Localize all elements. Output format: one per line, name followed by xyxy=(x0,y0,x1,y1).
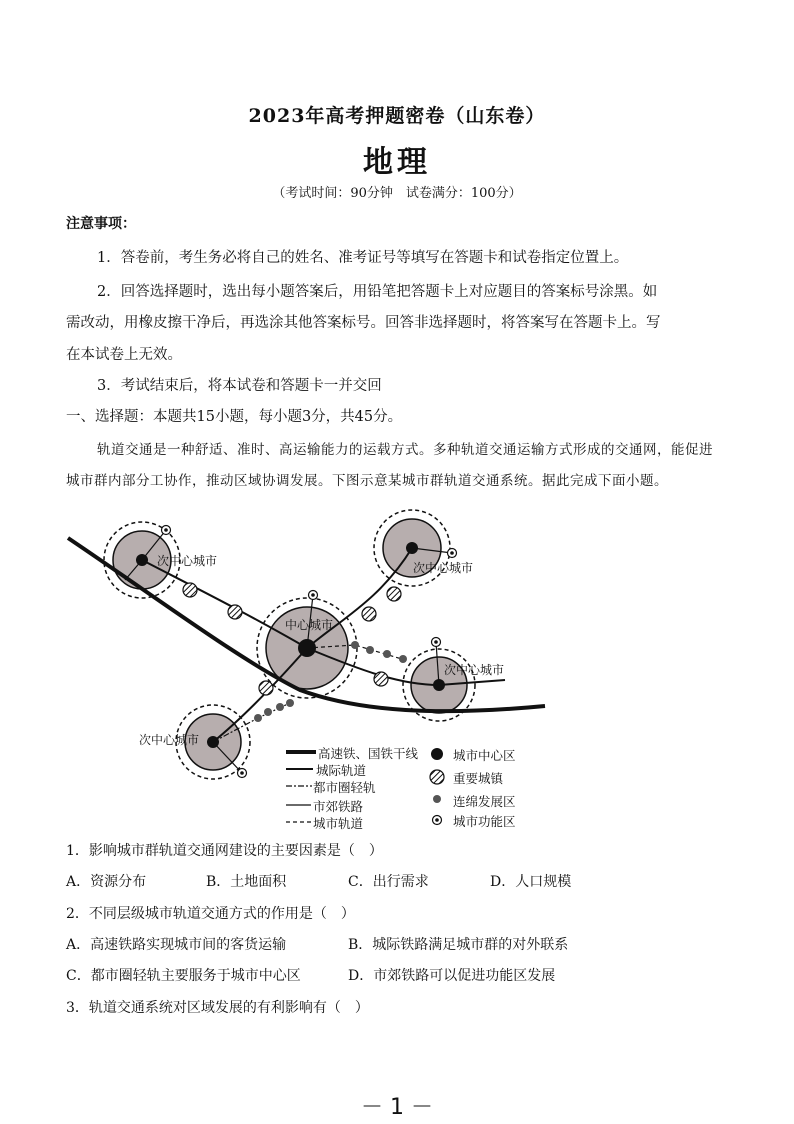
notice-heading: 注意事项： xyxy=(66,216,136,232)
important-town xyxy=(387,587,401,601)
legend-label-city-center: 城市中心区 xyxy=(453,748,516,763)
question-2-option-c: C．都市圈轻轨主要服务于城市中心区 xyxy=(66,968,301,984)
intro-line-2: 城市群内部分工协作，推动区域协调发展。下图示意某城市群轨道交通系统。据此完成下面小题。 xyxy=(66,473,668,489)
legend-symbol-function-area xyxy=(433,816,442,825)
contiguous-area-dot xyxy=(286,699,294,707)
contiguous-area-dot xyxy=(276,703,284,711)
function-area-marker xyxy=(309,591,318,600)
city-center-dot xyxy=(136,554,148,566)
legend-label-function-area: 城市功能区 xyxy=(453,814,516,829)
notice-item-2-line-2: 需改动，用橡皮擦干净后，再选涂其他答案标号。回答非选择题时，将答案写在答题卡上。写 xyxy=(66,315,661,331)
legend-symbol-city-center xyxy=(431,748,443,760)
notice-item-3: 3．考试结束后，将本试卷和答题卡一并交回 xyxy=(97,378,382,394)
label-sub-city-e: 次中心城市 xyxy=(444,663,505,677)
question-1-option-c: C．出行需求 xyxy=(348,874,429,890)
city-center-dot xyxy=(207,736,219,748)
important-town xyxy=(374,672,388,686)
city-center-dot xyxy=(406,542,418,554)
legend-symbol-contiguous xyxy=(433,795,441,803)
contiguous-area-dot xyxy=(351,641,359,649)
question-2-stem: 2．不同层级城市轨道交通方式的作用是（ ） xyxy=(66,906,355,922)
question-1-option-b: B．土地面积 xyxy=(206,874,287,890)
question-1-option-d: D．人口规模 xyxy=(490,874,572,890)
legend-label-contiguous: 连绵发展区 xyxy=(453,794,516,809)
contiguous-area-dot xyxy=(383,650,391,658)
exam-meta: （考试时间：90分钟 试卷满分：100分） xyxy=(272,186,522,201)
notice-item-2-line-3: 在本试卷上无效。 xyxy=(66,347,182,363)
city-center-dot xyxy=(298,639,316,657)
legend-label-suburban: 市郊铁路 xyxy=(313,799,364,814)
function-area-marker xyxy=(432,638,441,647)
function-area-marker xyxy=(162,526,171,535)
question-2-option-b: B．城际铁路满足城市群的对外联系 xyxy=(348,937,569,953)
label-sub-city-ne: 次中心城市 xyxy=(413,561,474,575)
label-sub-city-sw: 次中心城市 xyxy=(139,733,200,747)
city-center-dot xyxy=(433,679,445,691)
legend-symbol-important-town xyxy=(430,770,444,784)
notice-item-1: 1．答卷前，考生务必将自己的姓名、准考证号等填写在答题卡和试卷指定位置上。 xyxy=(97,250,629,266)
important-town xyxy=(228,605,242,619)
important-town xyxy=(259,681,273,695)
function-area-marker xyxy=(448,549,457,558)
exam-title: 2023年高考押题密卷（山东卷） xyxy=(248,105,546,127)
intro-line-1: 轨道交通是一种舒适、准时、高运输能力的运载方式。多种轨道交通运输方式形成的交通网，能促进 xyxy=(97,442,713,458)
important-town xyxy=(183,583,197,597)
contiguous-area-dot xyxy=(366,646,374,654)
legend-label-urban: 城市轨道 xyxy=(313,816,364,831)
label-center-city: 中心城市 xyxy=(285,618,334,632)
question-1-option-a: A．资源分布 xyxy=(66,874,147,890)
question-3-stem: 3．轨道交通系统对区域发展的有利影响有（ ） xyxy=(66,1000,369,1016)
notice-item-2-line-1: 2．回答选择题时，选出每小题答案后，用铅笔把答题卡上对应题目的答案标号涂黑。如 xyxy=(97,284,658,300)
legend-label-high-speed: 高速铁、国铁干线 xyxy=(318,746,419,761)
important-town xyxy=(362,607,376,621)
question-2-option-d: D．市郊铁路可以促进功能区发展 xyxy=(348,968,556,984)
legend-label-intercity: 城际轨道 xyxy=(316,763,367,778)
contiguous-area-dot xyxy=(254,714,262,722)
question-2-option-a: A．高速铁路实现城市间的客货运输 xyxy=(66,937,287,953)
label-sub-city-nw: 次中心城市 xyxy=(157,554,218,568)
page-number: － 1 － xyxy=(361,1095,433,1120)
legend-label-important-town: 重要城镇 xyxy=(453,771,504,786)
legend-label-metro-light: 都市圈轻轨 xyxy=(313,780,376,795)
contiguous-area-dot xyxy=(264,708,272,716)
section-heading: 一、选择题：本题共15小题，每小题3分，共45分。 xyxy=(66,409,403,425)
function-area-marker xyxy=(238,769,247,778)
contiguous-area-dot xyxy=(399,655,407,663)
subject-title: 地理 xyxy=(363,145,431,180)
question-1-stem: 1．影响城市群轨道交通网建设的主要因素是（ ） xyxy=(66,843,383,859)
